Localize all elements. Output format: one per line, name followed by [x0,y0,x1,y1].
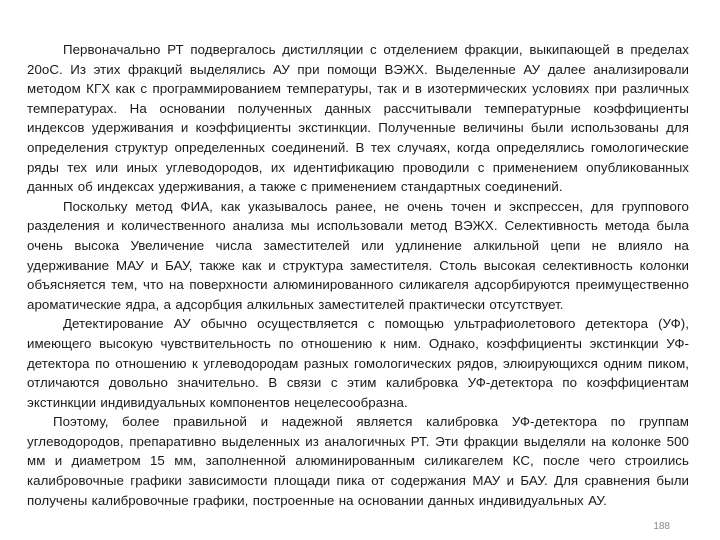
paragraph-3: Детектирование АУ обычно осуществляется с помощью ультрафиолетового детектора (УФ), имеющего высокую чувствительность по отношению к ним. Однако, коэффициенты экстинкции УФ-детектора по отношению к углеводородам разных гомологических рядов, элюирующихся одним пиком, отличаются довольно значительно. В связи с этим калибровка УФ-детектора по коэффициентам экстинкции индивидуальных компонентов нецелесообразна. [27,316,689,410]
paragraph-2: Поскольку метод ФИА, как указывалось ранее, не очень точен и экспрессен, для группового разделения и количественного анализа мы использовали метод ВЭЖХ. Селективность метода была очень высока Увеличение числа заместителей или удлинение алкильной цепи не влияло на удерживание МАУ и БАУ, также как и структура заместителя. Столь высокая селективность колонки объясняется тем, что на поверхности алюминированного силикагеля адсорбируются преимущественно ароматические ядра, а адсорбция алкильных заместителей практически отсутствует. [27,198,689,312]
paragraph-4: Поэтому, более правильной и надежной является калибровка УФ-детектора по группам углеводородов, препаративно выделенных из аналогичных РТ. Эти фракции выделяли на колонке 500 мм и диаметром 15 мм, заполненной алюминированным силикагелем КС, после чего строились калибровочные графики зависимости площади пика от содержания МАУ и БАУ. Для сравнения были получены калибровочные графики, построенные на основании данных индивидуальных АУ. [27,414,689,508]
paragraph-1: Первоначально РТ подвергалось дистилляции с отделением фракции, выкипающей в пределах 20оС. Из этих фракций выделялись АУ при помощи ВЭЖХ. Выделенные АУ далее анализировали методом КГХ как с программированием температуры, так и в изотермических условиях при различных температурах. На основании полученных данных рассчитывали температурные коэффициенты индексов удерживания и коэффициенты экстинкции. Полученные величины были использованы для определения структур определенных соединений. В тех случаях, когда определялись гомологические ряды тех или иных углеводородов, их идентификацию проводили с применением опубликованных данных об индексах удерживания, а также с применением стандартных соединений. [27,42,689,195]
document-body [27,40,689,510]
page-number: 188 [653,521,670,532]
